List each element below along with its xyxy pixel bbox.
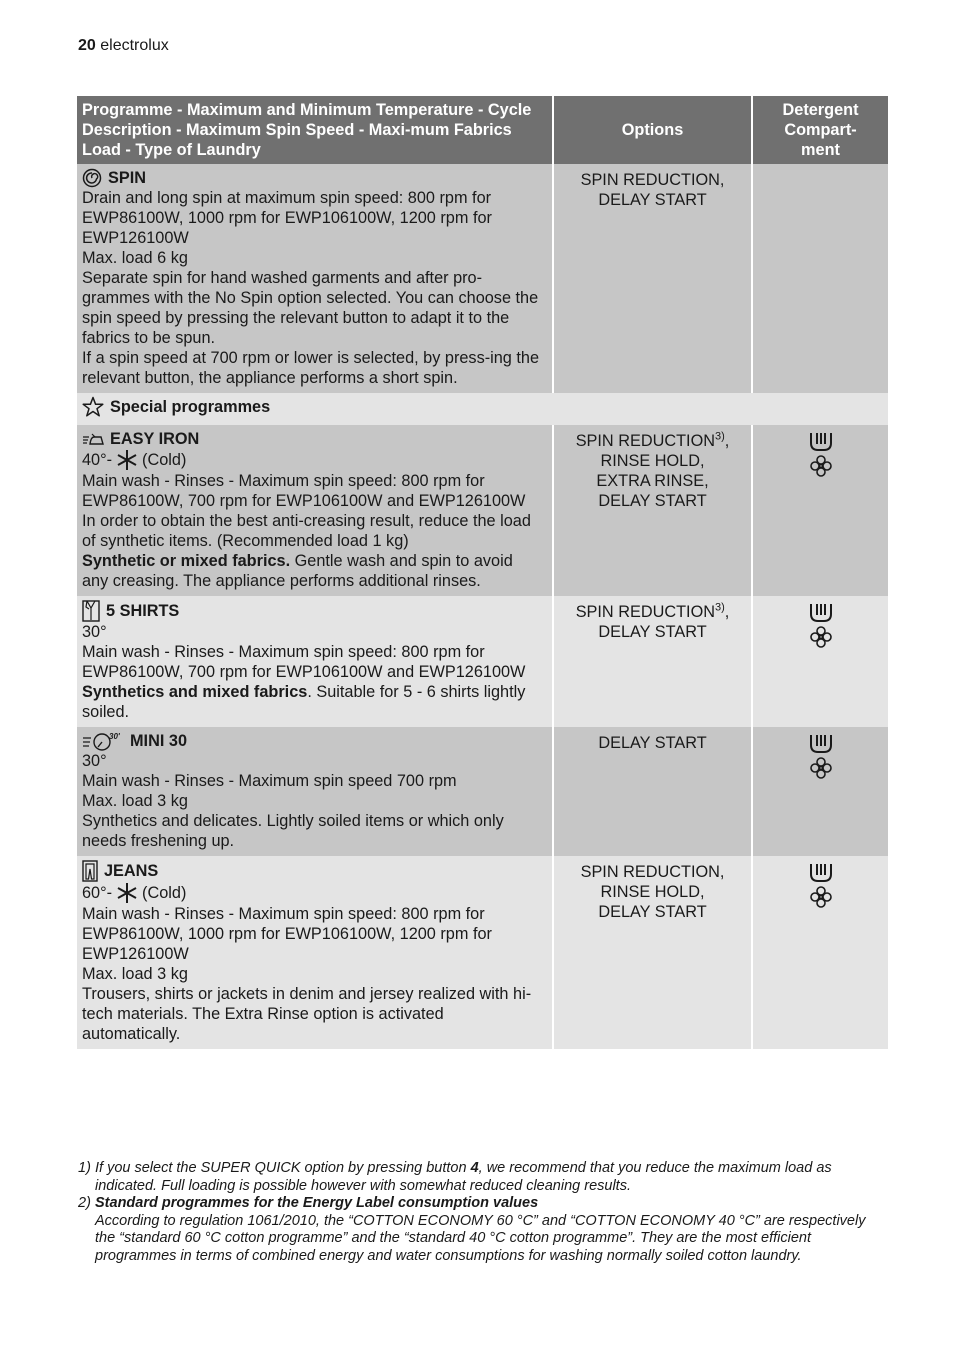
spin-icon <box>82 168 102 188</box>
easy-iron-fabrics <box>82 551 542 591</box>
footnote-2-number: 2) <box>78 1195 91 1211</box>
jeans-line-3: Trousers, shirts or jackets in denim and jersey realized with hi-tech materials. The Extra Rinse option is activated automatically. <box>82 985 532 1043</box>
jeans-temperature <box>82 882 542 904</box>
shirts-opt1-sup: 3) <box>715 601 725 614</box>
main-wash-compartment-icon <box>808 862 834 884</box>
footnote-1-number: 1) <box>78 1160 91 1176</box>
jeans-options-text: SPIN REDUCTION, RINSE HOLD, DELAY START <box>580 863 725 921</box>
mini30-detergent <box>752 727 888 856</box>
mini30-line-3: Synthetics and delicates. Lightly soiled items or which only needs freshening up. <box>82 812 504 850</box>
table-row-jeans <box>77 856 888 1049</box>
spin-description <box>77 164 553 393</box>
easy-iron-title <box>82 429 542 449</box>
table-row-mini30 <box>77 727 888 856</box>
jeans-temp-suffix: (Cold) <box>142 884 187 902</box>
footnote-1-text <box>95 1160 868 1195</box>
footnote-1-part-a: If you select the SUPER QUICK option by pressing button <box>95 1160 471 1176</box>
star-icon <box>82 396 104 418</box>
easy-iron-line-1: Main wash - Rinses - Maximum spin speed: 800 rpm for EWP86100W, 700 rpm for EWP106100W and EWP126100W <box>82 472 526 510</box>
spin-title-text: SPIN <box>108 169 147 187</box>
cold-icon <box>116 449 138 471</box>
mini30-line-1: Main wash - Rinses - Maximum spin speed 700 rpm <box>82 772 457 790</box>
easy-iron-detergent <box>752 425 888 596</box>
spin-line-4: If a spin speed at 700 rpm or lower is selected, by press-ing the relevant button, the appliance performs a short spin. <box>82 349 540 387</box>
softener-compartment-icon <box>809 455 833 477</box>
shirts-opt1: SPIN REDUCTION <box>575 603 715 621</box>
easy-iron-options <box>553 425 752 596</box>
footnote-1 <box>78 1160 868 1195</box>
easy-iron-temp-value: 40°- <box>82 451 113 469</box>
table-row-easy-iron <box>77 425 888 596</box>
easy-iron-description <box>77 425 553 596</box>
shirts-detergent <box>752 596 888 727</box>
shirts-temperature: 30° <box>82 623 107 641</box>
shirts-title-text: 5 SHIRTS <box>106 602 180 620</box>
spin-detergent <box>752 164 888 393</box>
cold-icon <box>116 882 138 904</box>
easy-iron-title-text: EASY IRON <box>110 430 200 448</box>
softener-compartment-icon <box>809 886 833 908</box>
table-row-shirts <box>77 596 888 727</box>
header-options <box>553 96 752 164</box>
easy-iron-opt1-sup: 3) <box>715 430 725 443</box>
softener-compartment-icon <box>809 757 833 779</box>
header-detergent <box>752 96 888 164</box>
jeans-temp-value: 60°- <box>82 884 113 902</box>
brand-name: electrolux <box>100 37 169 54</box>
spin-options <box>553 164 752 393</box>
jeans-options <box>553 856 752 1049</box>
easy-iron-temp-suffix: (Cold) <box>142 451 187 469</box>
mini30-title <box>82 731 542 751</box>
special-programmes-heading <box>77 393 888 425</box>
easy-iron-fabrics-bold: Synthetic or mixed fabrics. <box>82 552 291 570</box>
shirts-title <box>82 600 542 622</box>
jeans-title-text: JEANS <box>104 862 159 880</box>
table-header-row <box>77 96 888 164</box>
footnote-1-button-number: 4 <box>470 1160 479 1176</box>
easy-iron-line-2: In order to obtain the best anti-creasing result, reduce the load of synthetic items. (Recommended load 1 kg) <box>82 512 531 550</box>
svg-text:30': 30' <box>109 732 120 741</box>
footnote-1-part-c: , we recommend that you reduce the maximum load as indicated. Full loading is possible however with somewhat reduced cleaning results. <box>95 1160 832 1194</box>
easy-iron-fabrics-rest: Gentle wash and spin to avoid any creasing. The appliance performs additional rinses. <box>82 552 513 590</box>
easy-iron-opt-rest: , RINSE HOLD, EXTRA RINSE, DELAY START <box>596 432 730 510</box>
jeans-description <box>77 856 553 1049</box>
main-wash-compartment-icon <box>808 602 834 624</box>
shirts-description <box>77 596 553 727</box>
page-header <box>78 37 169 55</box>
header-programme: Programme - Maximum and Minimum Temperature - Cycle Description - Maximum Spin Speed - Maxi-mum Fabrics Load - Type of Laundry <box>77 96 553 164</box>
spin-line-1: Drain and long spin at maximum spin speed: 800 rpm for EWP86100W, 1000 rpm for EWP106100W, 1200 rpm for EWP126100W <box>82 189 492 247</box>
main-wash-compartment-icon <box>808 431 834 453</box>
shirt-icon <box>82 600 100 622</box>
easy-iron-opt1: SPIN REDUCTION <box>575 432 715 450</box>
spin-options-text: SPIN REDUCTION, DELAY START <box>580 171 725 209</box>
jeans-line-2: Max. load 3 kg <box>82 965 188 983</box>
mini30-options-text: DELAY START <box>598 734 707 752</box>
jeans-title <box>82 860 542 882</box>
jeans-detergent <box>752 856 888 1049</box>
footnote-2-title: Standard programmes for the Energy Label consumption values <box>95 1195 539 1211</box>
footnote-2-body <box>95 1195 868 1265</box>
shirts-options-text <box>554 602 751 642</box>
shirts-options <box>553 596 752 727</box>
programme-table <box>77 96 888 1049</box>
mini30-title-text: MINI 30 <box>130 732 188 750</box>
table-row-spin <box>77 164 888 393</box>
easy-iron-temperature <box>82 449 542 471</box>
header-options-label: Options <box>621 121 684 139</box>
spin-title <box>82 168 542 188</box>
special-programmes-title: Special programmes <box>110 397 271 416</box>
easy-iron-options-text <box>554 431 751 511</box>
main-wash-compartment-icon <box>808 733 834 755</box>
shirts-fabrics-rest: . Suitable for 5 - 6 shirts lightly soiled. <box>82 683 526 721</box>
footnotes <box>78 1160 868 1265</box>
footnote-2-text: According to regulation 1061/2010, the “COTTON ECONOMY 60 °C” and “COTTON ECONOMY 40 °C” are respectively the “standard 60 °C cotton programme” and the “standard 40 °C cotton programme”. They are the most efficient programmes in terms of combined energy and water consumptions for washing normally soiled cotton laundry. <box>95 1212 866 1264</box>
jeans-line-1: Main wash - Rinses - Maximum spin speed: 800 rpm for EWP86100W, 1000 rpm for EWP106100W, 1200 rpm for EWP126100W <box>82 905 492 963</box>
header-detergent-label: Detergent Compart-ment <box>782 101 859 159</box>
mini30-line-2: Max. load 3 kg <box>82 792 188 810</box>
mini30-temperature: 30° <box>82 752 107 770</box>
easy-iron-icon <box>82 432 104 446</box>
mini30-icon <box>82 731 124 751</box>
spin-line-3: Separate spin for hand washed garments and after pro-grammes with the No Spin option selected. You can choose the spin speed by pressing the relevant button to adapt it to the fabrics to be spun. <box>82 269 539 347</box>
spin-line-2: Max. load 6 kg <box>82 249 188 267</box>
table-row-special <box>77 393 888 425</box>
page-number: 20 <box>78 37 96 54</box>
footnote-2 <box>78 1195 868 1265</box>
shirts-line-1: Main wash - Rinses - Maximum spin speed: 800 rpm for EWP86100W, 700 rpm for EWP106100W and EWP126100W <box>82 643 526 681</box>
shirts-fabrics-bold: Synthetics and mixed fabrics <box>82 683 308 701</box>
shirts-opt-rest: , DELAY START <box>598 603 730 641</box>
softener-compartment-icon <box>809 626 833 648</box>
mini30-description <box>77 727 553 856</box>
shirts-fabrics <box>82 682 542 722</box>
mini30-options <box>553 727 752 856</box>
jeans-icon <box>82 860 98 882</box>
